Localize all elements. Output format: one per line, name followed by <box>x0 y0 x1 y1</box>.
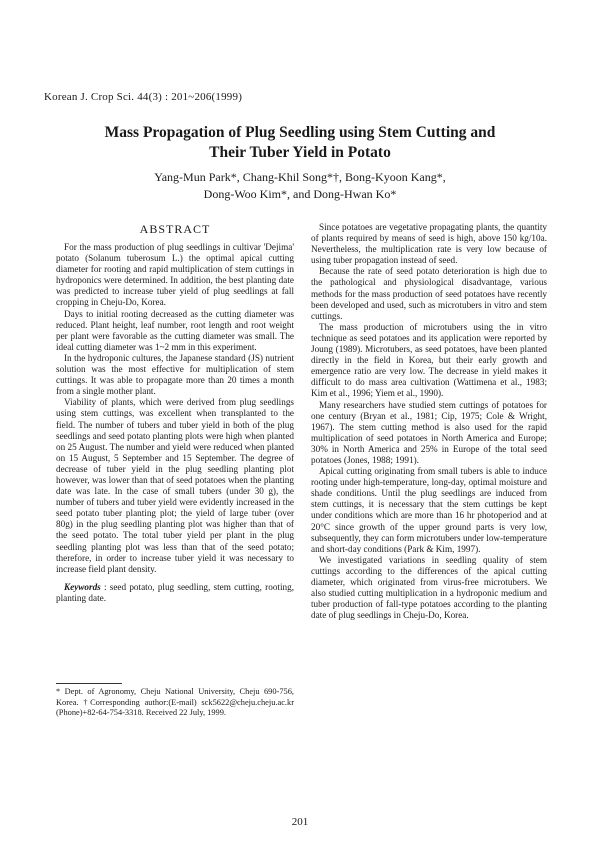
keywords-text: : seed potato, plug seedling, stem cutting, rooting, planting date. <box>56 581 294 603</box>
keywords <box>56 582 294 604</box>
author-list <box>40 169 560 203</box>
title-line-1: Mass Propagation of Plug Seedling using Stem Cutting and <box>104 124 496 141</box>
affiliation-footnote: * Dept. of Agronomy, Cheju National University, Cheju 690-756, Korea. †Corresponding author:(E-mail) sck5622@cheju.cheju.ac.kr (Phone)+82-64-754-3318. Received 22 July, 1999. <box>56 687 294 717</box>
abstract-paragraph: Viability of plants, which were derived from plug seedlings using stem cuttings, was excellent when transplanted to the field. The number of tubers and tuber yield in both of the plug seedlings and seed potato planting plots were high when planted on 25 August. The number and yield were reduced when planted on 15 August, 5 September and 15 September. The degree of decrease of tuber yield in the plug seedling planting plot however, was lower than that of seed potatoes when the planting date was late. In the case of small tubers (under 30 g), the number of tubers and tuber yield were evidently increased in the seed potato tuber planting plot; the yield of large tuber (over 80g) in the plug seedling planting plot was higher than that of the seed potato. The total tuber yield per plant in the plug seedling planting plot was less than that of the seed potato; therefore, in order to increase tuber yield it was necessary to increase field plant density. <box>56 397 294 574</box>
body-paragraph: Many researchers have studied stem cuttings of potatoes for one century (Bryan et al., 1981; Cip, 1975; Cole & Wright, 1967). The stem cutting method is also used for the rapid multiplication of seed potatoes in North America and Europe; 30% in North America and 25% in Europe of the total seed potatoes (Jones, 1988; 1991). <box>311 399 547 465</box>
article-title <box>40 123 560 163</box>
body-paragraph: Because the rate of seed potato deterioration is high due to the pathological and physiological disadvantage, various methods for the mass production of seed potatoes have recently been developed and used, such as microtubers in vitro and stem cuttings. <box>311 266 547 321</box>
title-line-2: Their Tuber Yield in Potato <box>209 144 391 161</box>
body-paragraph: The mass production of microtubers using the in vitro technique as seed potatoes and its application were reported by Joung (1989). Microtubers, as seed potatoes, have been planted directly in the field in Korea, but their early growth and emergence ratio are very low. The decrease in yield makes it difficult to do mass area cultivation (Wattimena et al., 1983; Kim et al., 1996; Yiem et al., 1990). <box>311 321 547 399</box>
introduction-column <box>311 222 547 621</box>
body-paragraph: We investigated variations in seedling quality of stem cuttings according to the differences of the apical cutting diameter, which originated from virus-free microtubers. We also studied cutting multiplication in a hydroponic medium and tuber production of fall-type potatoes according to the planting date of plug seedlings in Cheju-Do, Korea. <box>311 554 547 621</box>
authors-line-2: Dong-Woo Kim*, and Dong-Hwan Ko* <box>203 187 397 201</box>
abstract-paragraph: In the hydroponic cultures, the Japanese standard (JS) nutrient solution was the most effective for multiplication of stem cuttings. It was able to propagate more than 20 times a month from a single mother plant. <box>56 352 294 397</box>
abstract-paragraph: Days to initial rooting decreased as the cutting diameter was reduced. Plant height, leaf number, root length and root weight per plant were favorable as the cutting diameter was small. The ideal cutting diameter was 1~2 mm in this experiment. <box>56 308 294 352</box>
keywords-label: Keywords <box>64 581 101 592</box>
body-paragraph: Apical cutting originating from small tubers is able to induce rooting under high-temperature, long-day, optimal moisture and shade conditions. Until the plug seedlings are induced from stem cuttings, it is necessary that the stem cuttings be kept under conditions which are more than 16 hr photoperiod and at 20°C since growth of the upper ground parts is very low, subsequently, they can form microtubers under low-temperature and short-day conditions (Park & Kim, 1997). <box>311 466 547 554</box>
abstract-paragraph: For the mass production of plug seedlings in cultivar 'Dejima' potato (Solanum tuberosum L.) the optimal apical cutting diameter for rooting and rapid multiplication of stem cuttings in hydroponics were determined. In addition, the best planting date was predicted to increase tuber yield of plug seedlings at fall cropping in Cheju-Do, Korea. <box>56 242 294 308</box>
journal-reference: Korean J. Crop Sci. 44(3) : 201~206(1999) <box>44 91 243 103</box>
body-paragraph: Since potatoes are vegetative propagating plants, the quantity of plants required by means of seed is high, above 150 kg/10a. Nevertheless, the multiplication rate is very low because of using tuber propagation instead of seed. <box>311 222 547 266</box>
footnote-divider <box>56 683 122 684</box>
page-number: 201 <box>291 816 309 828</box>
abstract-column <box>56 242 294 613</box>
abstract-heading: ABSTRACT <box>139 222 211 236</box>
authors-line-1: Yang-Mun Park*, Chang-Khil Song*†, Bong-Kyoon Kang*, <box>154 170 446 184</box>
